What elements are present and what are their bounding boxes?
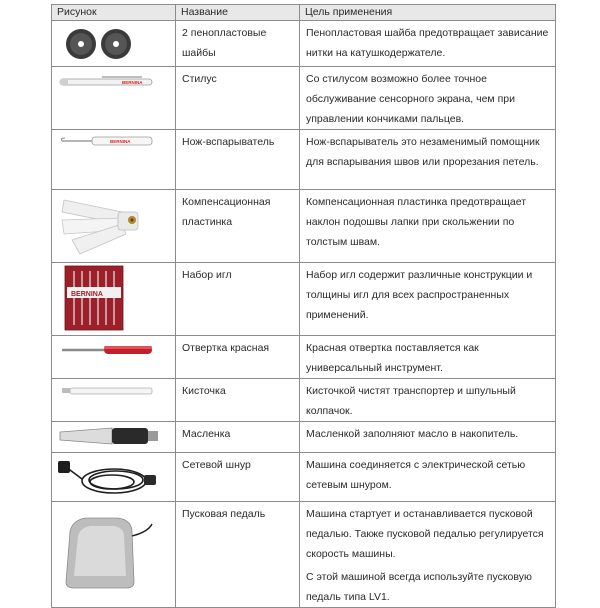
table-row bbox=[52, 336, 556, 379]
table-row bbox=[52, 502, 556, 608]
name-cell: Сетевой шнур bbox=[176, 453, 300, 502]
header-name: Название bbox=[176, 5, 300, 21]
purpose-cell: Компенсационная пластинка предотвращает наклон подошвы лапки при скольжении по толстым швам. bbox=[300, 190, 556, 263]
power-cord-icon bbox=[52, 453, 176, 502]
purpose-cell: Кисточкой чистят транспортер и шпульный колпачок. bbox=[300, 379, 556, 422]
purpose-cell bbox=[300, 502, 556, 608]
table-header-row bbox=[52, 5, 556, 21]
table-row bbox=[52, 21, 556, 67]
header-picture: Рисунок bbox=[52, 5, 176, 21]
brush-icon bbox=[52, 379, 176, 420]
table-row bbox=[52, 453, 556, 502]
purpose-cell: Красная отвертка поставляется как универсальный инструмент. bbox=[300, 336, 556, 379]
purpose-text: Машина стартует и останавливается пусковой педалью. Также пусковой педалью регулируется скорость машины. bbox=[306, 508, 544, 560]
accessories-table bbox=[51, 4, 556, 608]
picture-cell bbox=[52, 21, 176, 67]
height-compensation-plates-icon bbox=[52, 190, 176, 263]
name-cell: Нож-вспарыватель bbox=[176, 130, 300, 190]
picture-cell bbox=[52, 67, 176, 130]
table-row bbox=[52, 190, 556, 263]
table-row bbox=[52, 67, 556, 130]
oiler-icon bbox=[52, 422, 176, 453]
purpose-cell: Машина соединяется с электрической сетью сетевым шнуром. bbox=[300, 453, 556, 502]
foot-control-icon bbox=[52, 502, 176, 600]
purpose-cell: Пенопластовая шайба предотвращает зависание нитки на катушкодержателе. bbox=[300, 21, 556, 67]
picture-cell bbox=[52, 263, 176, 336]
svg-text:BERNINA: BERNINA bbox=[122, 80, 143, 85]
name-cell: Отвертка красная bbox=[176, 336, 300, 379]
table-row bbox=[52, 130, 556, 190]
name-cell: Компенсационная пластинка bbox=[176, 190, 300, 263]
name-cell: Масленка bbox=[176, 422, 300, 453]
seam-ripper-icon bbox=[52, 130, 176, 190]
name-cell: Набор игл bbox=[176, 263, 300, 336]
picture-cell bbox=[52, 502, 176, 608]
table-row bbox=[52, 379, 556, 422]
stylus-icon bbox=[52, 67, 176, 127]
svg-text:BERNINA: BERNINA bbox=[71, 291, 103, 298]
purpose-cell: Нож-вспарыватель это незаменимый помощник для вспарывания швов или прорезания петель. bbox=[300, 130, 556, 190]
purpose-cell: Масленкой заполняют масло в накопитель. bbox=[300, 422, 556, 453]
purpose-cell: Со стилусом возможно более точное обслуживание сенсорного экрана, чем при управлении кончиками пальцев. bbox=[300, 67, 556, 130]
purpose-note: С этой машиной всегда используйте пусковую педаль типа LV1. bbox=[306, 571, 532, 603]
table-row bbox=[52, 263, 556, 336]
foam-discs-icon bbox=[52, 21, 176, 67]
picture-cell bbox=[52, 422, 176, 453]
red-screwdriver-icon bbox=[52, 336, 176, 377]
name-cell: Стилус bbox=[176, 67, 300, 130]
header-purpose: Цель применения bbox=[300, 5, 556, 21]
picture-cell bbox=[52, 130, 176, 190]
picture-cell bbox=[52, 336, 176, 379]
name-cell: 2 пенопластовые шайбы bbox=[176, 21, 300, 67]
name-cell: Кисточка bbox=[176, 379, 300, 422]
name-cell: Пусковая педаль bbox=[176, 502, 300, 608]
picture-cell bbox=[52, 453, 176, 502]
svg-text:BERNINA: BERNINA bbox=[110, 139, 131, 144]
purpose-cell: Набор игл содержит различные конструкции и толщины игл для всех распространенных применений. bbox=[300, 263, 556, 336]
needle-set-icon bbox=[52, 263, 176, 336]
picture-cell bbox=[52, 190, 176, 263]
table-row bbox=[52, 422, 556, 453]
picture-cell bbox=[52, 379, 176, 422]
